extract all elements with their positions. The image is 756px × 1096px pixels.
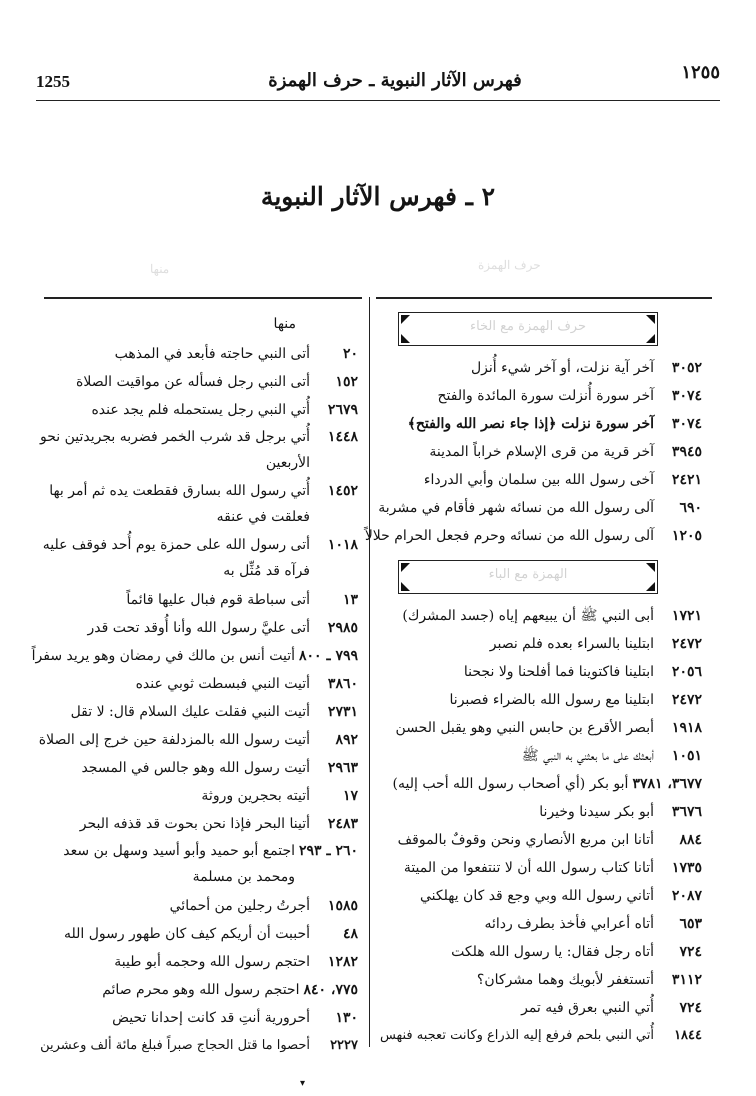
index-entry: ٤٨أحببت أن أريكم كيف كان طهور رسول الله <box>63 926 358 942</box>
faint-text-left: منها <box>150 262 170 276</box>
index-entry: ٢٤٧٢ابتلينا مع رسول الله بالضراء فصبرنا <box>449 692 702 708</box>
index-entry: ٦٩٠آلى رسول الله من نسائه شهر فأقام في مشربة <box>378 500 702 516</box>
index-entry: ١٠١٨أتى رسول الله على حمزة يوم أُحد فوقف عليه فرآه قد مُثِّل به <box>42 537 358 579</box>
running-title: فهرس الآثار النبوية ـ حرف الهمزة <box>268 70 522 91</box>
index-entry: ١٥٢أتى النبي رجل فسأله عن مواقيت الصلاة <box>76 374 358 390</box>
index-entry: ٣٠٥٢آخر آية نزلت، أو آخر شيء أُنزل <box>471 360 702 376</box>
index-entry: ١٤٥٢أُتي رسول الله بسارق فقطعت يده ثم أمر بها فعلقت في عنقه <box>49 483 358 525</box>
index-entry: ٨٩٢أتيت رسول الله بالمزدلفة حين خرج إلى الصلاة <box>38 732 358 748</box>
letter-box-2 <box>398 560 658 594</box>
left-column-rule <box>44 297 362 299</box>
index-entry: ١٢٠٥آلى رسول الله من نسائه وحرم فجعل الحرام حلالاً <box>364 528 702 544</box>
index-entry: ٢٤٢١آخى رسول الله بين سلمان وأبي الدرداء <box>423 472 702 488</box>
index-entry: ٧٩٩ ـ ٨٠٠أتيت أنس بن مالك في رمضان وهو يريد سفراً <box>31 648 358 664</box>
column-divider <box>369 297 370 1047</box>
index-entry: ١٧٢١أبى النبي ﷺ أن يبيعهم إياه (جسد المشرك) <box>402 608 702 624</box>
index-entry: ٣١١٢أتستغفر لأبويك وهما مشركان؟ <box>476 972 702 988</box>
index-entry: ٣٠٧٤آخر سورة أُنزلت سورة المائدة والفتح <box>437 388 702 404</box>
page-number-arabic: ١٢٥٥ <box>681 62 720 83</box>
corner-ornament <box>646 334 655 343</box>
page-number-latin: 1255 <box>36 72 70 91</box>
index-entry: ٧٢٤أتاه رجل فقال: يا رسول الله هلكت <box>451 944 702 960</box>
faint-text-right: حرف الهمزة <box>478 258 541 272</box>
index-entry: ٣٦٧٦أبو بكر سيدنا وخيرنا <box>539 804 702 820</box>
bottom-mark: ▾ <box>300 1078 306 1089</box>
index-entry: ٢٩٨٥أتى عليَّ رسول الله وأنا أُوقد تحت قدر <box>87 620 358 636</box>
left-subhead: منها <box>273 316 296 332</box>
index-entry: ٢٤٨٣أتينا البحر فإذا نحن بحوت قد قذفه البحر <box>79 816 358 832</box>
index-entry: ٣٦٧٧، ٣٧٨١أبو بكر (أي أصحاب رسول الله أحب إليه) <box>392 776 702 792</box>
corner-ornament <box>646 582 655 591</box>
section-title: ٢ ـ فهرس الآثار النبوية <box>260 182 496 211</box>
index-entry: ٧٧٥، ٨٤٠احتجم رسول الله وهو محرم صائم <box>102 982 358 998</box>
letter-box-label: الهمزة مع الباء <box>488 567 568 582</box>
index-entry: ١٤٤٨أُتي برجل قد شرب الخمر فضربه بجريدتين نحو الأربعين <box>40 429 358 471</box>
index-entry: ٢٠٥٦ابتلينا فاكتوينا فما أفلحنا ولا نجحنا <box>463 664 702 680</box>
index-entry: ١٠٥١أبعثك على ما بعثني به النبي ﷺ <box>521 748 702 764</box>
letter-box-label: حرف الهمزة مع الخاء <box>469 319 587 334</box>
index-entry: ٢٩٦٣أتيت رسول الله وهو جالس في المسجد <box>81 760 358 776</box>
index-entry: ١٧أتيته بحجرين وروثة <box>201 788 358 804</box>
index-entry: ٣٨٦٠أتيت النبي فبسطت ثوبي عنده <box>135 676 358 692</box>
letter-box-1 <box>398 312 658 346</box>
index-entry: ٢٠٨٧أتاني رسول الله وبي وجع قد كان يهلكني <box>419 888 702 904</box>
index-entry: ١٨٤٤أُتي النبي بلحم فرفع إليه الذراع وكانت تعجبه فنهس <box>379 1028 702 1043</box>
corner-ornament <box>401 334 410 343</box>
index-entry: ٢٢٢٧أحصوا ما قتل الحجاج صبراً فبلغ مائة ألف وعشرين <box>40 1038 358 1053</box>
index-entry: ١٣أتى سباطة قوم فبال عليها قائماً <box>126 592 358 608</box>
index-entry: ٢٦٠ ـ ٢٩٣اجتمع أبو حميد وأبو أسيد وسهل بن سعد ومحمد بن مسلمة <box>63 843 358 885</box>
index-entry: ٢٧٣١أتيت النبي فقلت عليك السلام قال: لا تقل <box>70 704 358 720</box>
index-entry: ٨٨٤أتانا ابن مربع الأنصاري ونحن وقوفٌ بالموقف <box>397 832 702 848</box>
index-entry: ٢٠أتى النبي حاجته فأبعد في المذهب <box>114 346 358 362</box>
index-entry: ١٣٠أحرورية أنتِ قد كانت إحدانا تحيض <box>112 1010 358 1026</box>
right-column-rule <box>376 297 712 299</box>
index-entry: ١٧٣٥أتانا كتاب رسول الله أن لا تنتفعوا من الميتة <box>403 860 702 876</box>
corner-ornament <box>401 582 410 591</box>
header-rule <box>36 100 720 101</box>
index-entry: ١٥٨٥أجرتُ رجلين من أحمائي <box>169 898 358 914</box>
index-entry: ١٩١٨أبصر الأقرع بن حابس النبي وهو يقبل الحسن <box>395 720 702 736</box>
index-entry: ١٢٨٢احتجم رسول الله وحجمه أبو طيبة <box>114 954 358 970</box>
index-entry: ٣٠٧٤آخر سورة نزلت ﴿إذا جاء نصر الله والفتح﴾ <box>407 416 702 432</box>
index-entry: ٢٦٧٩أُتي النبي رجل يستحمله فلم يجد عنده <box>91 402 358 418</box>
index-entry: ٣٩٤٥آخر قرية من قرى الإسلام خراباً المدينة <box>429 444 702 460</box>
index-entry: ٦٥٣أتاه أعرابي فأخذ بطرف ردائه <box>484 916 702 932</box>
index-entry: ٧٢٤أُتي النبي بعرق فيه تمر <box>521 1000 702 1016</box>
index-entry: ٢٤٧٢ابتلينا بالسراء بعده فلم نصبر <box>489 636 702 652</box>
